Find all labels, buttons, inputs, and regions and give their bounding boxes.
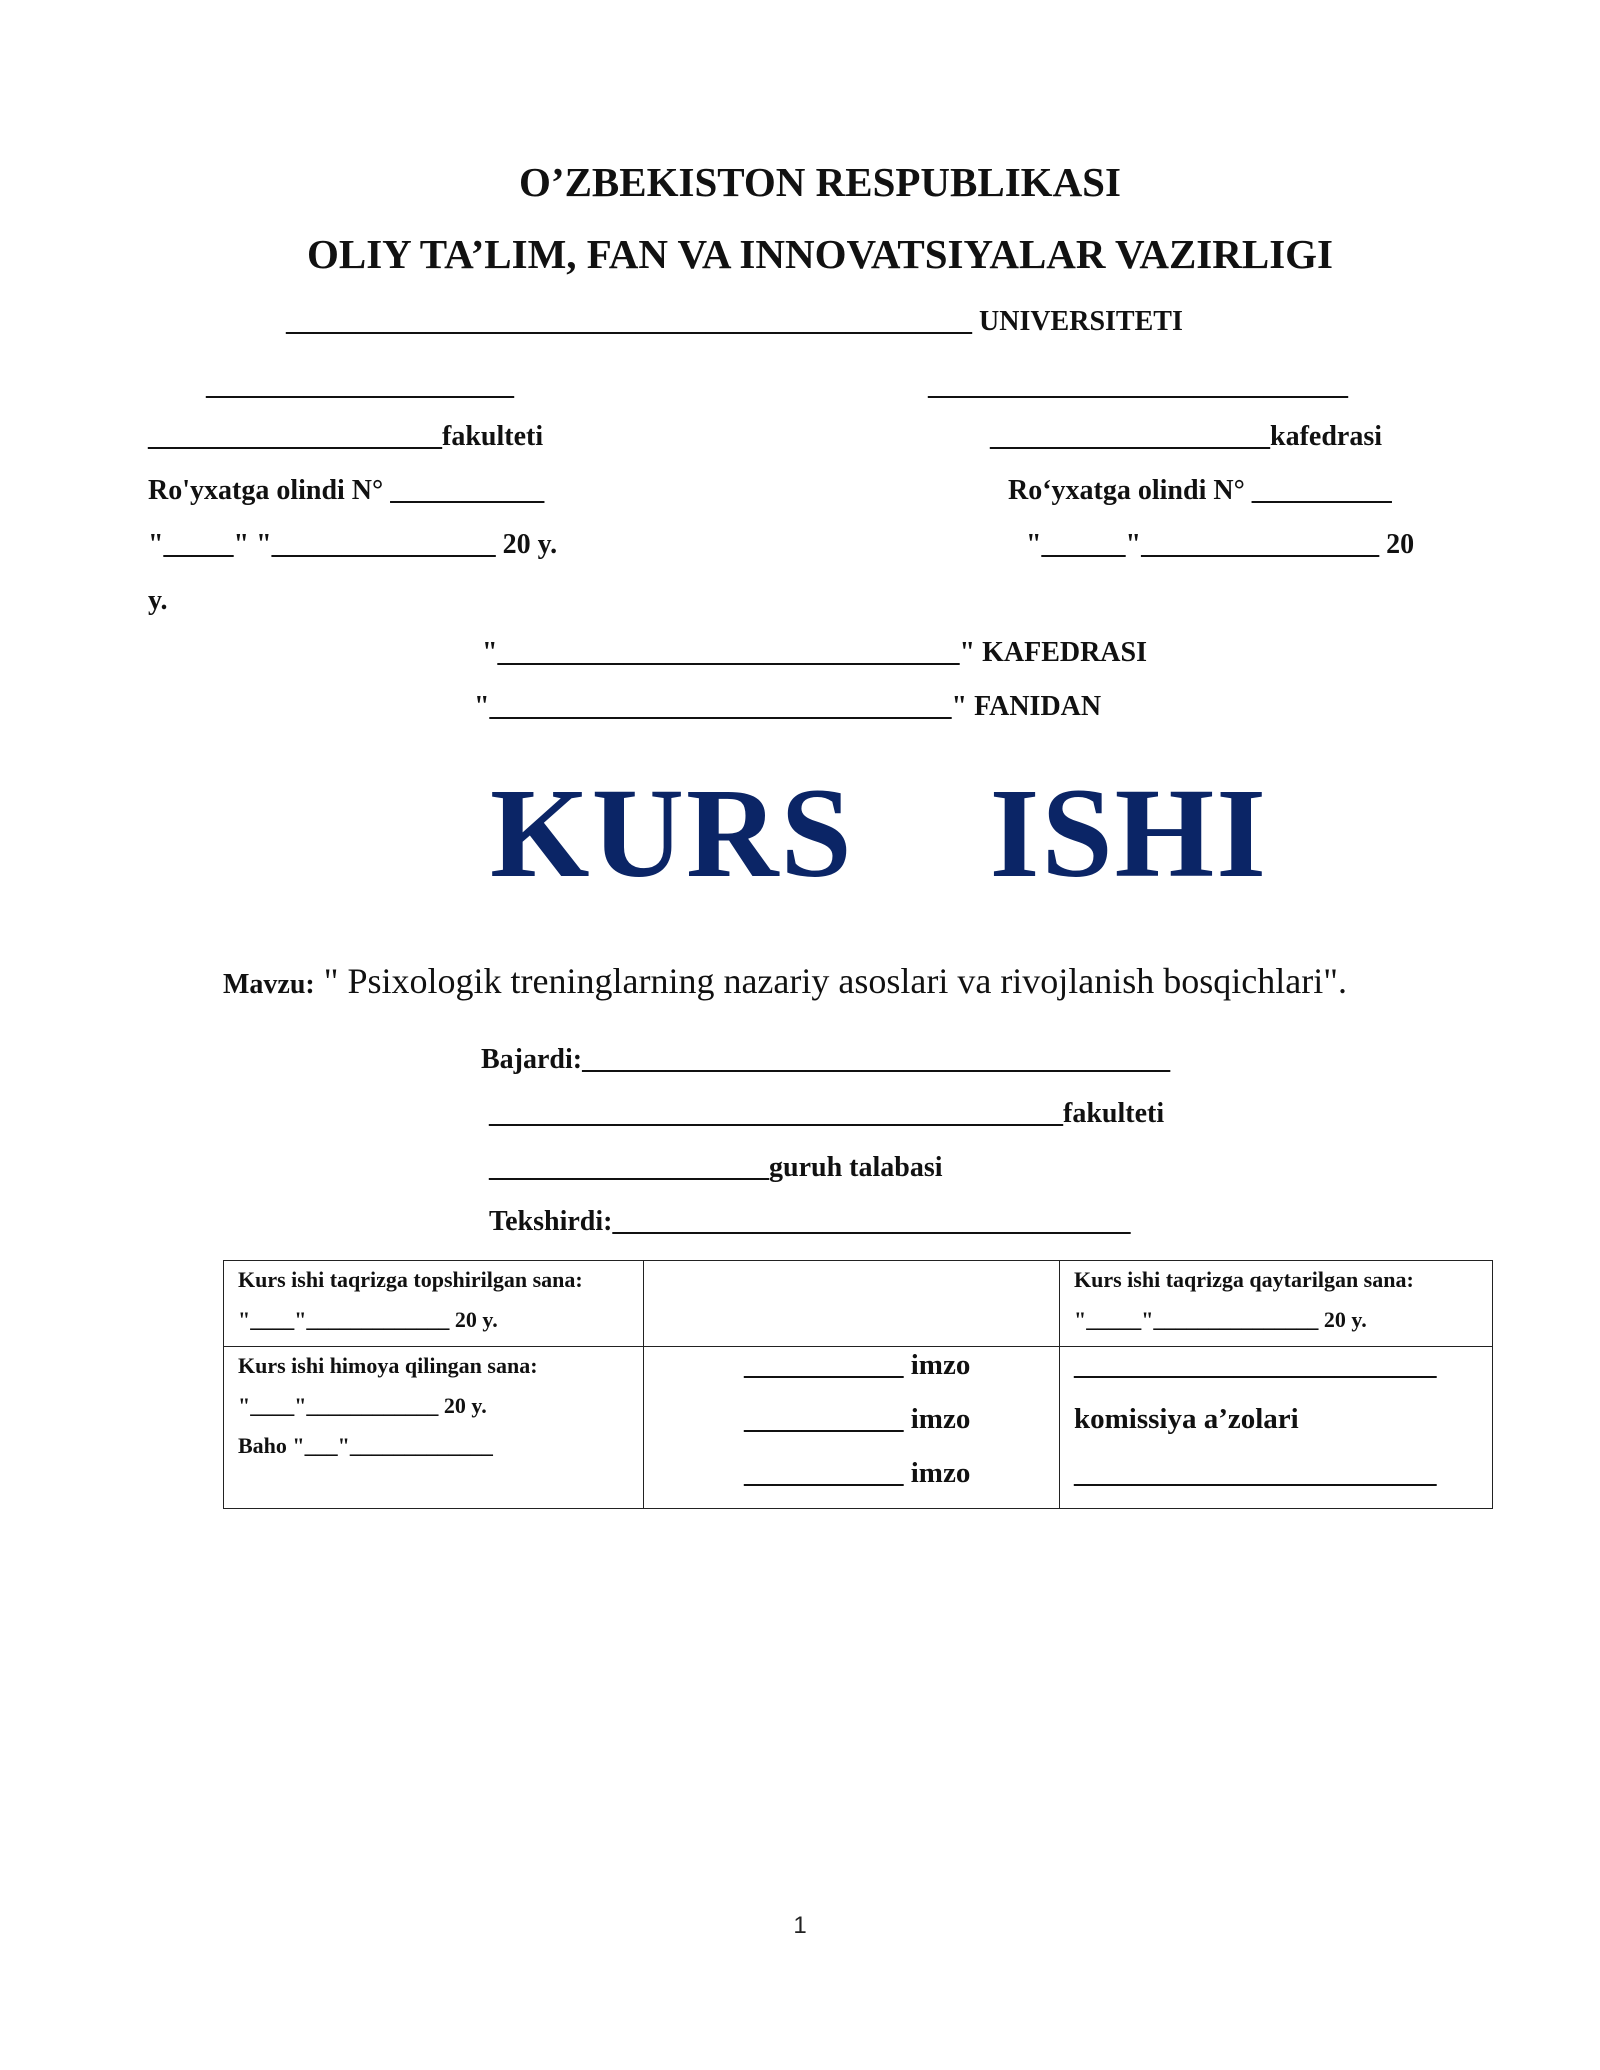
- table-row: [224, 1261, 1493, 1347]
- review-returned-cell: [1060, 1261, 1493, 1347]
- left-registered-line: Ro'yxatga olindi N° ___________: [148, 475, 545, 506]
- grade-line: Baho "___"_____________: [238, 1433, 493, 1458]
- tekshirdi-line: Tekshirdi:_____________________________________: [489, 1206, 1131, 1237]
- commission-label: komissiya a’zolari: [1074, 1403, 1299, 1435]
- defense-cell: [224, 1347, 644, 1509]
- commission-cell: [1060, 1347, 1493, 1509]
- fanidan-line: "_________________________________" FANIDAN: [474, 691, 1102, 722]
- defense-date-label: Kurs ishi himoya qilingan sana:: [238, 1353, 538, 1378]
- executor-faculty-line: _________________________________________fakulteti: [489, 1098, 1165, 1129]
- right-blank-line: ______________________________: [928, 370, 1348, 401]
- review-submitted-label: Kurs ishi taqrizga topshirilgan sana:: [238, 1267, 583, 1292]
- left-date-wrap: y.: [148, 585, 168, 616]
- kafedrasi-line: "_________________________________" KAFEDRASI: [482, 637, 1147, 668]
- left-date-line: "_____" "________________ 20 y.: [148, 529, 558, 560]
- review-returned-label: Kurs ishi taqrizga qaytarilgan sana:: [1074, 1267, 1414, 1292]
- review-submitted-cell: [224, 1261, 644, 1347]
- signature-line: ___________ imzo: [744, 1349, 971, 1381]
- evaluation-table: [223, 1260, 1493, 1509]
- page-number: 1: [793, 1912, 807, 1939]
- topic-label: Mavzu:: [223, 969, 315, 1000]
- signature-line: ___________ imzo: [744, 1457, 971, 1489]
- commission-line-bottom: _________________________: [1074, 1457, 1437, 1489]
- defense-date: "____"____________ 20 y.: [238, 1393, 487, 1418]
- bajardi-line: Bajardi:__________________________________________: [481, 1044, 1171, 1075]
- commission-line-top: _________________________: [1074, 1349, 1437, 1381]
- university-line: _________________________________________________ UNIVERSITETI: [286, 306, 1183, 337]
- left-blank-line: ______________________: [206, 370, 514, 401]
- signatures-cell: [644, 1347, 1060, 1509]
- table-row: [224, 1347, 1493, 1509]
- review-returned-date: "_____"_______________ 20 y.: [1074, 1307, 1367, 1332]
- right-registered-line: Ro‘yxatga olindi N° __________: [1008, 475, 1392, 506]
- review-submitted-date: "____"_____________ 20 y.: [238, 1307, 498, 1332]
- ministry-line-1: O’ZBEKISTON RESPUBLIKASI: [519, 159, 1121, 205]
- topic-line: [223, 960, 1347, 1002]
- right-date-line: "______"_________________ 20: [1026, 529, 1415, 560]
- signature-line: ___________ imzo: [744, 1403, 971, 1435]
- topic-text: " Psixologik treninglarning nazariy asoslari va rivojlanish bosqichlari".: [314, 961, 1347, 1001]
- faculty-line: _____________________fakulteti: [148, 421, 544, 452]
- group-student-line: ____________________guruh talabasi: [489, 1152, 943, 1183]
- document-title: KURS ISHI: [490, 762, 1268, 904]
- ministry-line-2: OLIY TA’LIM, FAN VA INNOVATSIYALAR VAZIRLIGI: [306, 231, 1334, 277]
- empty-cell: [644, 1261, 1060, 1347]
- department-line: ____________________kafedrasi: [990, 421, 1382, 452]
